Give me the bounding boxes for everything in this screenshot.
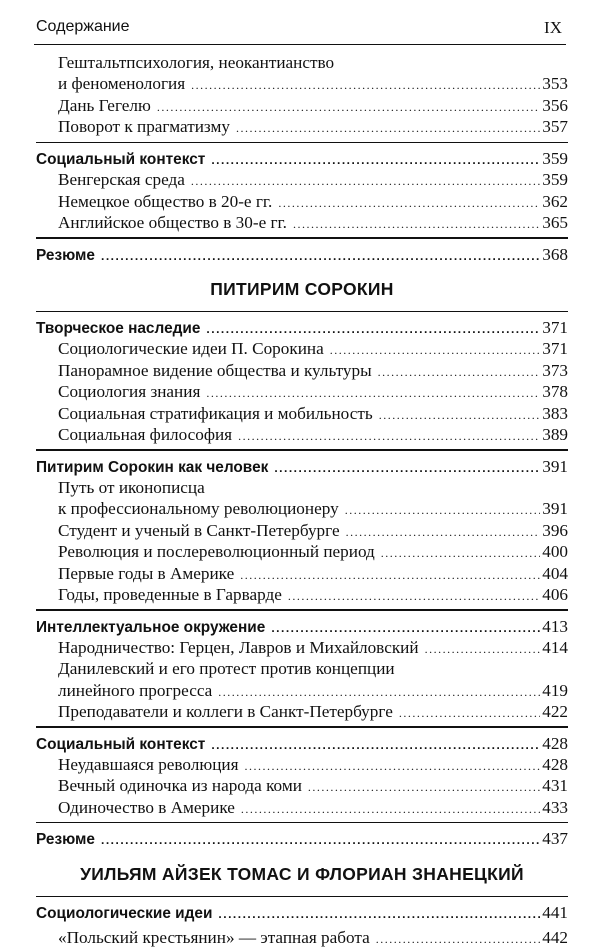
leader-dots <box>240 565 540 586</box>
leader-dots <box>218 682 540 703</box>
toc-entry[interactable]: Венгерская среда ..... 359 <box>36 169 568 190</box>
toc-entry[interactable]: Неудавшаяся революция ..... 428 <box>36 754 568 775</box>
toc-entry[interactable]: Немецкое общество в 20-е гг. ..... 362 <box>36 191 568 212</box>
chapter-title: ПИТИРИМ СОРОКИН <box>210 278 394 299</box>
running-header <box>34 14 566 45</box>
divider <box>36 449 568 450</box>
leader-dots <box>288 586 540 607</box>
toc-summary-entry[interactable]: Резюме ..... 368 <box>36 244 568 265</box>
leader-dots <box>241 799 540 820</box>
leader-dots <box>293 214 540 235</box>
leader-dots <box>206 383 540 404</box>
divider <box>36 311 568 312</box>
leader-dots <box>211 735 540 756</box>
leader-dots <box>379 405 541 426</box>
toc-entry[interactable]: Панорамное видение общества и культуры ..... 373 <box>36 360 568 381</box>
leader-dots <box>345 500 541 521</box>
leader-dots <box>236 118 540 139</box>
toc-entry[interactable]: Народничество: Герцен, Лавров и Михайловский ..... 414 <box>36 637 568 658</box>
leader-dots <box>330 340 540 361</box>
toc-entry[interactable]: Студент и ученый в Санкт-Петербурге ..... 396 <box>36 520 568 541</box>
divider <box>36 822 568 823</box>
leader-dots <box>238 426 540 447</box>
toc-section-entry[interactable]: Социальный контекст ..... 428 <box>36 733 568 754</box>
leader-dots <box>101 830 540 851</box>
toc-entry[interactable]: Социальная философия ..... 389 <box>36 424 568 445</box>
toc-section-entry[interactable]: Социологические идеи ..... 441 <box>36 902 568 923</box>
leader-dots <box>381 543 540 564</box>
toc-summary-entry[interactable]: Резюме ..... 437 <box>36 828 568 849</box>
leader-dots <box>308 777 540 798</box>
leader-dots <box>245 756 541 777</box>
leader-dots <box>378 362 541 383</box>
toc-entry[interactable]: Одиночество в Америке ..... 433 <box>36 797 568 818</box>
leader-dots <box>346 522 541 543</box>
toc-entry[interactable]: «Польский крестьянин» — этапная работа ..... 442 <box>36 927 568 948</box>
toc-entry[interactable]: Преподаватели и коллеги в Санкт-Петербурге ..... 422 <box>36 701 568 722</box>
divider <box>36 609 568 610</box>
toc-entry[interactable]: Социальная стратификация и мобильность ..... 383 <box>36 403 568 424</box>
toc-entry[interactable]: Социология знания ..... 378 <box>36 381 568 402</box>
divider <box>36 896 568 897</box>
toc-entry[interactable]: Годы, проведенные в Гарварде ..... 406 <box>36 584 568 605</box>
divider <box>36 142 568 143</box>
table-of-contents <box>36 52 568 949</box>
toc-entry[interactable]: Гештальтпсихология, неокантианство <box>58 53 335 72</box>
toc-entry[interactable]: к профессиональному революционеру ..... 391 <box>36 498 568 519</box>
toc-section-entry[interactable]: Творческое наследие ..... 371 <box>36 317 568 338</box>
leader-dots <box>191 75 540 96</box>
leader-dots <box>211 150 540 171</box>
leader-dots <box>191 171 540 192</box>
leader-dots <box>399 703 540 724</box>
toc-entry[interactable]: Английское общество в 30-е гг. ..... 365 <box>36 212 568 233</box>
toc-section-entry[interactable]: Социальный контекст ..... 359 <box>36 148 568 169</box>
toc-entry[interactable]: Социологические идеи П. Сорокина ..... 371 <box>36 338 568 359</box>
header-page-number: IX <box>544 18 562 37</box>
toc-entry[interactable]: Дань Гегелю ..... 356 <box>36 95 568 116</box>
leader-dots <box>157 97 540 118</box>
toc-entry[interactable]: Вечный одиночка из народа коми ..... 431 <box>36 775 568 796</box>
toc-entry[interactable]: Революция и послереволюционный период ..... 400 <box>36 541 568 562</box>
toc-section-entry[interactable]: Интеллектуальное окружение ..... 413 <box>36 616 568 637</box>
divider <box>36 726 568 727</box>
leader-dots <box>206 319 540 340</box>
leader-dots <box>101 246 540 267</box>
leader-dots <box>274 458 540 479</box>
toc-section-entry[interactable]: Питирим Сорокин как человек ..... 391 <box>36 456 568 477</box>
toc-entry[interactable]: Путь от иконописца <box>58 478 205 497</box>
toc-entry[interactable]: Данилевский и его протест против концепции <box>58 659 395 679</box>
leader-dots <box>278 193 540 214</box>
header-section-title: Содержание <box>36 18 130 35</box>
leader-dots <box>271 618 540 639</box>
toc-entry[interactable]: Поворот к прагматизму ..... 357 <box>36 116 568 137</box>
divider <box>36 237 568 238</box>
leader-dots <box>218 904 540 925</box>
chapter-title: УИЛЬЯМ АЙЗЕК ТОМАС И ФЛОРИАН ЗНАНЕЦКИЙ <box>80 863 524 884</box>
toc-entry[interactable]: линейного прогресса ..... 419 <box>36 680 568 701</box>
leader-dots <box>376 929 540 950</box>
toc-entry[interactable]: и феноменология ..... 353 <box>36 73 568 94</box>
toc-entry[interactable]: Первые годы в Америке ..... 404 <box>36 563 568 584</box>
leader-dots <box>425 639 541 660</box>
